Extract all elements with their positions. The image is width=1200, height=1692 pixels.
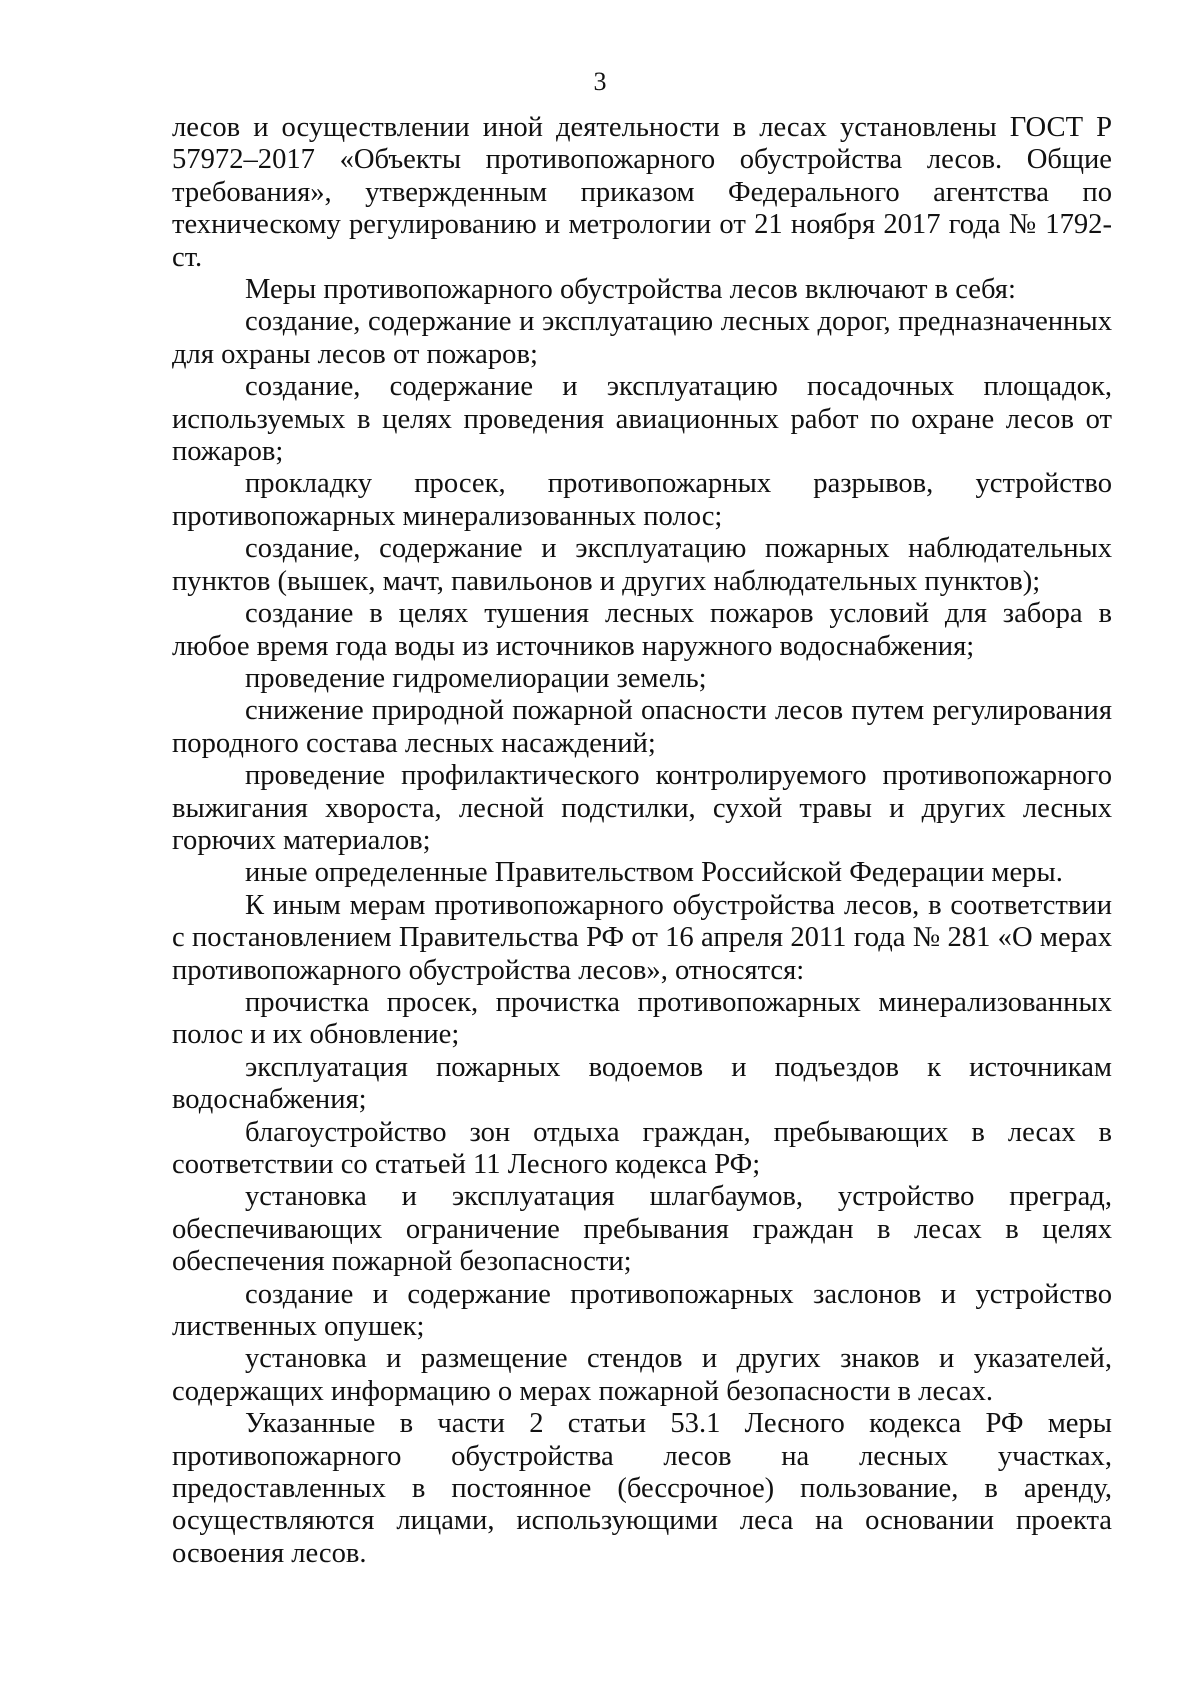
list-item-other-measures: иные определенные Правительством Российской Федерации меры. <box>245 857 1063 889</box>
list-item-fire-screens: создание и содержание противопожарных заслонов и устройство лиственных опушек; <box>172 1278 1112 1343</box>
list-item-fire-ponds: эксплуатация пожарных водоемов и подъездов к источникам водоснабжения; <box>172 1051 1112 1116</box>
page-number: 3 <box>593 67 607 96</box>
list-item-recreation-zones: благоустройство зон отдыха граждан, пребывающих в лесах в соответствии со статьей 11 Лесного кодекса РФ; <box>172 1116 1112 1180</box>
list-item-observation-points: создание, содержание и эксплуатацию пожарных наблюдательных пунктов (вышек, мачт, павильонов и других наблюдательных пунктов); <box>172 533 1112 597</box>
list-item-clearing-maintenance: прочистка просек, прочистка противопожарных минерализованных полос и их обновление; <box>172 986 1112 1051</box>
document-body <box>172 112 1112 1570</box>
list-item-information-stands: установка и размещение стендов и других знаков и указателей, содержащих информацию о мерах пожарной безопасности в лесах. <box>172 1343 1112 1407</box>
list-item-fire-hazard-reduction: снижение природной пожарной опасности лесов путем регулирования породного состава лесных насаждений; <box>172 695 1112 759</box>
paragraph-closing: Указанные в части 2 статьи 53.1 Лесного кодекса РФ меры противопожарного обустройства лесов на лесных участках, предоставленных в постоянное (бессрочное) пользование, в аренду, осуществляются лицами, использующими леса на основании проекта освоения лесов. <box>172 1408 1112 1569</box>
paragraph-continuation: лесов и осуществлении иной деятельности в лесах установлены ГОСТ Р 57972–2017 «Объекты противопожарного обустройства лесов. Общие требования», утвержденным приказом Федерального агентства по техническому регулированию и метрологии от 21 ноября 2017 года № 1792-ст. <box>172 112 1112 273</box>
list-item-water-intake: создание в целях тушения лесных пожаров условий для забора в любое время года воды из источников наружного водоснабжения; <box>172 598 1112 662</box>
list-item-forest-roads: создание, содержание и эксплуатацию лесных дорог, предназначенных для охраны лесов от пожаров; <box>172 306 1112 370</box>
paragraph-measures-intro: Меры противопожарного обустройства лесов включают в себя: <box>245 274 1016 306</box>
list-item-barriers: установка и эксплуатация шлагбаумов, устройство преград, обеспечивающих ограничение пребывания граждан в лесах в целях обеспечения пожарной безопасности; <box>172 1181 1112 1278</box>
list-item-landing-sites: создание, содержание и эксплуатацию посадочных площадок, используемых в целях проведения авиационных работ по охране лесов от пожаров; <box>172 371 1112 468</box>
list-item-hydromelioration: проведение гидромелиорации земель; <box>245 662 707 694</box>
paragraph-other-measures-intro: К иным мерам противопожарного обустройства лесов, в соответствии с постановлением Правительства РФ от 16 апреля 2011 года № 281 «О мерах противопожарного обустройства лесов», относятся: <box>172 889 1112 986</box>
list-item-controlled-burning: проведение профилактического контролируемого противопожарного выжигания хвороста, лесной подстилки, сухой травы и других лесных горючих материалов; <box>172 760 1112 856</box>
list-item-clearings: прокладку просек, противопожарных разрывов, устройство противопожарных минерализованных полос; <box>172 468 1112 532</box>
